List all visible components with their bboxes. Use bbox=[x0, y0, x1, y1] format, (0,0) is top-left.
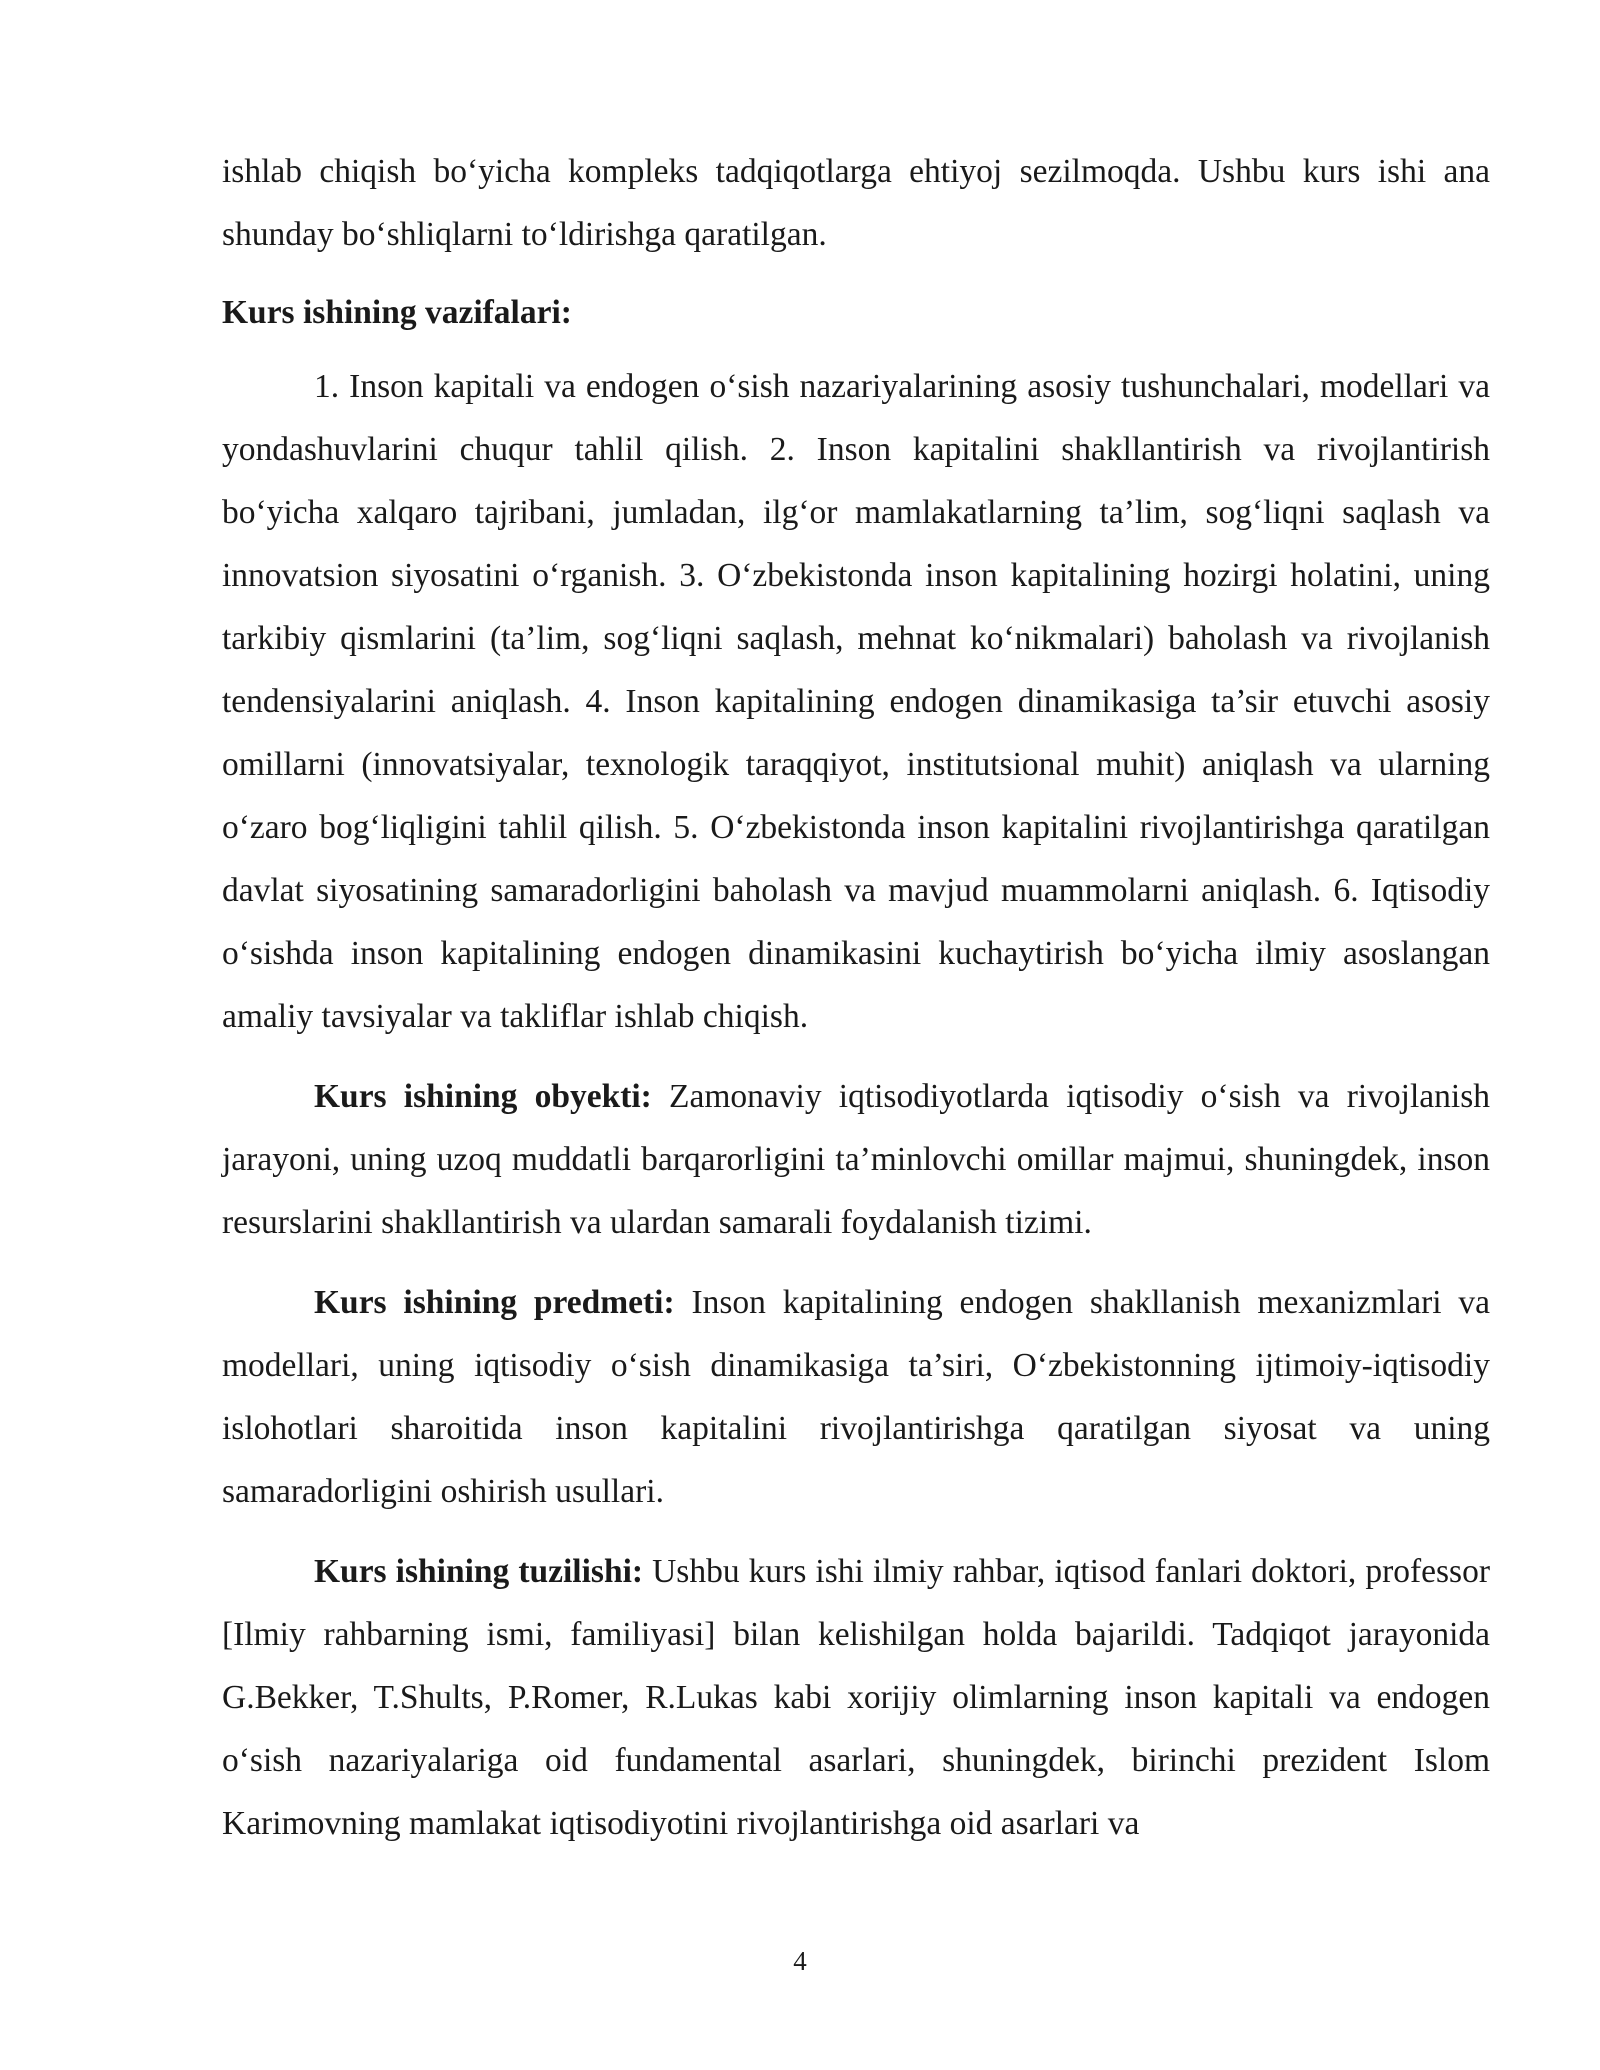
structure-label: Kurs ishining tuzilishi: bbox=[314, 1553, 644, 1590]
tasks-heading: Kurs ishining vazifalari: bbox=[222, 294, 572, 331]
tasks-paragraph: 1. Inson kapitali va endogen o‘sish nazariyalarining asosiy tushunchalari, modellari va yondashuvlarini chuqur tahlil qilish. 2. Inson kapitalini shakllantirish va rivojlantirish bo‘yicha xalqaro tajribani, jumladan, ilg‘or mamlakatlarning ta’lim, sog‘liqni saqlash va innovatsion siyosatini o‘rganish. 3. O‘zbekistonda inson kapitalining hozirgi holatini, uning tarkibiy qismlarini (ta’lim, sog‘liqni saqlash, mehnat ko‘nikmalari) baholash va rivojlanish tendensiyalarini aniqlash. 4. Inson kapitalining endogen dinamikasiga ta’sir etuvchi asosiy omillarni (innovatsiyalar, texnologik taraqqiyot, institutsional muhit) aniqlash va ularning o‘zaro bog‘liqligini tahlil qilish. 5. O‘zbekistonda inson kapitalini rivojlantirishga qaratilgan davlat siyosatining samaradorligini baholash va mavjud muammolarni aniqlash. 6. Iqtisodiy o‘sishda inson kapitalining endogen dinamikasini kuchaytirish bo‘yicha ilmiy asoslangan amaliy tavsiyalar va takliflar ishlab chiqish. bbox=[222, 368, 1490, 1035]
subject-paragraph bbox=[222, 1271, 1490, 1523]
object-label: Kurs ishining obyekti: bbox=[314, 1078, 652, 1115]
intro-paragraph: ishlab chiqish bo‘yicha kompleks tadqiqotlarga ehtiyoj sezilmoqda. Ushbu kurs ishi ana shunday bo‘shliqlarni to‘ldirishga qaratilgan. bbox=[222, 153, 1490, 253]
structure-paragraph bbox=[222, 1540, 1490, 1855]
page-number: 4 bbox=[793, 1946, 807, 1976]
object-paragraph bbox=[222, 1065, 1490, 1254]
object-text: Zamonaviy iqtisodiyotlarda iqtisodiy o‘sish va rivojlanish jarayoni, uning uzoq muddatli barqarorligini ta’minlovchi omillar majmui, shuningdek, inson resurslarini shakllantirish va ulardan samarali foydalanish tizimi. bbox=[222, 1078, 1490, 1241]
document-page bbox=[222, 140, 1490, 1855]
subject-text: Inson kapitalining endogen shakllanish mexanizmlari va modellari, uning iqtisodiy o‘sish dinamikasiga ta’siri, O‘zbekistonning ijtimoiy-iqtisodiy islohotlari sharoitida inson kapitalini rivojlantirishga qaratilgan siyosat va uning samaradorligini oshirish usullari. bbox=[222, 1284, 1490, 1510]
structure-text: Ushbu kurs ishi ilmiy rahbar, iqtisod fanlari doktori, professor [Ilmiy rahbarning ismi, familiyasi] bilan kelishilgan holda bajarildi. Tadqiqot jarayonida G.Bekker, T.Shults, P.Romer, R.Lukas kabi xorijiy olimlarning inson kapitali va endogen o‘sish nazariyalariga oid fundamental asarlari, shuningdek, birinchi prezident Islom Karimovning mamlakat iqtisodiyotini rivojlantirishga oid asarlari va bbox=[222, 1553, 1490, 1842]
subject-label: Kurs ishining predmeti: bbox=[314, 1284, 675, 1321]
